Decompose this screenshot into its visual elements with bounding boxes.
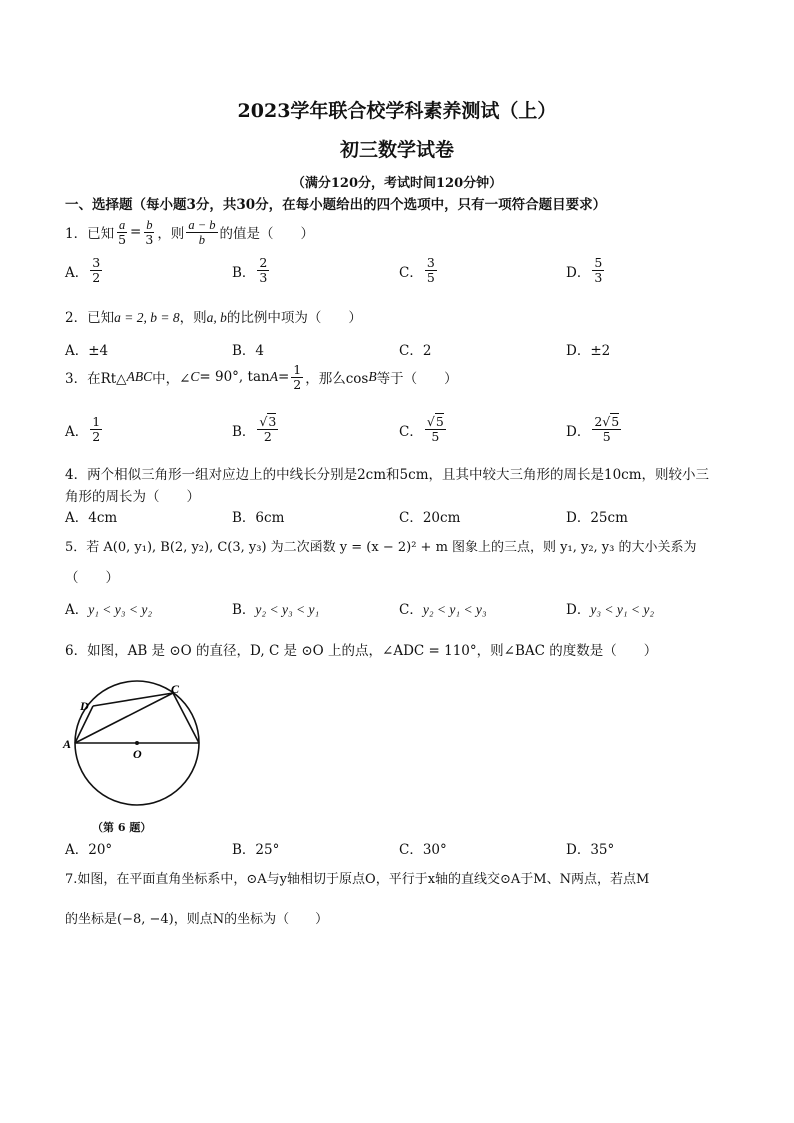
question-4: [65, 463, 709, 483]
q2-a-value: ±4: [88, 343, 109, 359]
q3-option-frac: [257, 415, 278, 444]
q2-text: 已知: [87, 310, 115, 326]
exam-title: 2023学年联合校学科素养测试（上）: [237, 100, 557, 122]
q3-eq: =: [277, 369, 290, 385]
label-c: C: [171, 682, 180, 696]
q4-a-label: A．: [65, 510, 89, 526]
q2-number: 2．: [65, 310, 88, 326]
q5-a-label: A．: [65, 602, 89, 618]
q7-number: 7.: [65, 872, 78, 887]
q2-b-value: 4: [255, 343, 265, 359]
q1-f3-den: b: [198, 232, 206, 247]
q3-mid2: = 90°, tan: [199, 369, 270, 385]
q3-frac: [291, 363, 303, 392]
q3-fd: 2: [293, 376, 302, 392]
q6-caption: （第 6 题）: [92, 821, 152, 834]
q6-d-value: 35°: [590, 842, 615, 858]
q3-fn: 1: [293, 361, 302, 377]
q2-c-value: 2: [422, 343, 432, 359]
label-d: D: [80, 699, 89, 713]
q1-prefix: 已知: [87, 226, 115, 242]
q2-b-label: B．: [232, 343, 256, 359]
q1-f2-den: 3: [145, 231, 154, 247]
q2-option-c[interactable]: [399, 339, 431, 359]
q1-frac-ab-b: [186, 218, 217, 247]
q3-option-den: 2: [263, 429, 272, 444]
question-6: [65, 639, 657, 659]
q3-option-num: 2√5: [594, 414, 620, 429]
q1-number: 1．: [65, 226, 88, 242]
q4-d-label: D．: [566, 510, 591, 526]
q1-mid: ，则: [157, 226, 185, 242]
label-a: A: [63, 737, 72, 751]
question-3: [65, 358, 458, 396]
q1-f2-num: b: [146, 217, 153, 232]
q6-number: 6．: [65, 643, 88, 659]
q6-a-value: 20°: [88, 842, 113, 858]
q3-option-d[interactable]: [566, 415, 623, 444]
q1-option-frac: [257, 256, 269, 285]
q4-option-c[interactable]: [399, 506, 460, 526]
q1-option-d[interactable]: [566, 256, 606, 285]
q2-suffix: 的比例中项为（ ）: [226, 310, 362, 326]
q1-eq: =: [130, 224, 142, 240]
q5-c-value: y₂ < y₁ < y₃: [422, 602, 487, 617]
q3-cosvar: B: [368, 369, 377, 384]
q5-line1: 若 A(0, y₁), B(2, y₂), C(3, y₃) 为二次函数 y = (x − 2)² + m 图象上的三点，则 y₁, y₂, y₃ 的大小关系为: [86, 540, 697, 555]
exam-note: （满分120分，考试时间120分钟）: [291, 176, 503, 191]
q5-d-value: y₃ < y₁ < y₂: [590, 602, 655, 617]
q1-option-c[interactable]: [399, 256, 439, 285]
q3-option-num: √3: [259, 414, 277, 429]
q4-number: 4．: [65, 467, 88, 483]
label-o: O: [133, 747, 142, 761]
q5-option-d[interactable]: [566, 598, 654, 618]
q6-option-a[interactable]: [65, 838, 112, 858]
q1-option-num: 3: [426, 255, 435, 270]
q3-suffix: 等于（ ）: [376, 371, 458, 387]
question-5: [65, 536, 697, 555]
q5-b-value: y₂ < y₃ < y₁: [255, 602, 320, 617]
q6-option-b[interactable]: [232, 838, 279, 858]
q1-option-label: B．: [232, 264, 256, 281]
q3-option-coef: 2: [594, 414, 603, 429]
q2-option-b[interactable]: [232, 339, 264, 359]
q4-a-value: 4cm: [88, 510, 118, 526]
q1-option-num: 2: [259, 255, 268, 270]
q2-d-label: D．: [566, 343, 591, 359]
q1-option-label: C．: [399, 264, 423, 281]
q4-option-d[interactable]: [566, 506, 628, 526]
q1-option-num: 5: [594, 255, 603, 270]
q1-option-frac: [592, 256, 604, 285]
question-5-cont: （ ）: [65, 570, 119, 586]
q5-b-label: B．: [232, 602, 256, 618]
q3-option-num: √5: [426, 414, 444, 429]
q2-option-a[interactable]: [65, 339, 108, 359]
q3-option-b[interactable]: [232, 415, 280, 444]
q4-d-value: 25cm: [590, 510, 628, 526]
q3-option-den: 2: [92, 429, 101, 444]
q3-option-rad: 5: [435, 414, 444, 429]
q4-c-value: 20cm: [422, 510, 461, 526]
q4-line1: 两个相似三角形一组对应边上的中线长分别是2cm和5cm，且其中较大三角形的周长是10cm，则较小三: [87, 467, 710, 483]
q2-vars: a, b: [206, 310, 227, 325]
q6-figure: [60, 676, 220, 836]
q3-option-num: 1: [92, 414, 101, 429]
q5-d-label: D．: [566, 602, 591, 618]
q3-mid1: 中，∠: [152, 371, 191, 387]
q7-line1: 如图，在平面直角坐标系中，⊙A与y轴相切于原点O，平行于x轴的直线交⊙A于M、N两点，若点M: [77, 872, 650, 887]
q2-d-value: ±2: [590, 343, 611, 359]
q1-frac-b3: [143, 218, 155, 247]
q6-c-label: C．: [399, 842, 423, 858]
q3-angle: C: [190, 369, 200, 384]
q5-c-label: C．: [399, 602, 423, 618]
q1-option-den: 2: [92, 270, 101, 285]
q1-option-b[interactable]: [232, 256, 271, 285]
q1-option-frac: [90, 256, 102, 285]
q6-c-value: 30°: [422, 842, 447, 858]
q1-option-label: D．: [566, 264, 591, 281]
q3-tri: ABC: [126, 369, 153, 384]
q2-mid: ，则: [179, 310, 207, 326]
q1-frac-a5: [116, 218, 128, 247]
q1-option-label: A．: [65, 264, 89, 281]
question-4-cont: 角形的周长为（ ）: [65, 489, 200, 505]
q1-option-num: 3: [92, 255, 101, 270]
q1-f1-den: 5: [118, 231, 127, 247]
q2-c-label: C．: [399, 343, 423, 359]
exam-subtitle: 初三数学试卷: [339, 139, 454, 161]
q6-d-label: D．: [566, 842, 591, 858]
question-1: [65, 214, 314, 250]
q6-b-label: B．: [232, 842, 256, 858]
q4-b-value: 6cm: [255, 510, 285, 526]
q5-option-a[interactable]: [65, 598, 152, 618]
q3-option-c[interactable]: [399, 415, 448, 444]
q1-f1-num: a: [118, 217, 126, 232]
q3-option-label: D．: [566, 423, 591, 440]
q3-number: 3．: [65, 371, 88, 387]
q1-option-a[interactable]: [65, 256, 104, 285]
q3-option-den: 5: [431, 429, 440, 444]
q6-option-c[interactable]: [399, 838, 447, 858]
q1-option-den: 3: [259, 270, 268, 285]
q5-option-b[interactable]: [232, 598, 319, 618]
q3-option-label: A．: [65, 423, 89, 440]
q1-option-den: 3: [594, 270, 603, 285]
center-dot: [135, 741, 139, 745]
q4-option-a[interactable]: [65, 506, 117, 526]
section-heading: 一、选择题（每小题3分，共30分，在每小题给出的四个选项中，只有一项符合题目要求）: [65, 197, 607, 213]
q3-option-den: 5: [602, 429, 611, 444]
q5-option-c[interactable]: [399, 598, 487, 618]
chord-cb: [173, 693, 199, 743]
q5-number: 5．: [65, 540, 87, 555]
q3-option-rad: 5: [611, 414, 620, 429]
q2-expr: a = 2, b = 8: [114, 310, 180, 325]
question-7-cont: 的坐标是(−8, −4)，则点N的坐标为（ ）: [65, 912, 329, 927]
question-7: [65, 868, 649, 887]
q6-a-label: A．: [65, 842, 89, 858]
q3-tanvar: A: [269, 369, 278, 384]
q3-mid3: ，那么cos: [305, 371, 369, 387]
q1-option-den: 5: [426, 270, 435, 285]
q5-a-value: y₁ < y₃ < y₂: [88, 602, 153, 617]
q1-option-frac: [425, 256, 437, 285]
q3-option-frac: [90, 415, 102, 444]
q1-suffix: 的值是（ ）: [219, 226, 314, 242]
q3-option-frac: [425, 415, 446, 444]
q4-option-b[interactable]: [232, 506, 284, 526]
q3-option-a[interactable]: [65, 415, 104, 444]
question-2: [65, 306, 362, 326]
q3-option-label: C．: [399, 423, 423, 440]
q4-c-label: C．: [399, 510, 423, 526]
q6-text: 如图，AB 是 ⊙O 的直径，D, C 是 ⊙O 上的点，∠ADC = 110°，则∠BAC 的度数是（ ）: [87, 643, 658, 659]
q3-option-label: B．: [232, 423, 256, 440]
q3-option-rad: 3: [268, 414, 277, 429]
q6-option-d[interactable]: [566, 838, 614, 858]
q3-prefix: 在Rt△: [87, 371, 127, 387]
q1-f3-num: a − b: [188, 217, 216, 232]
q2-option-d[interactable]: [566, 339, 610, 359]
q4-b-label: B．: [232, 510, 256, 526]
q6-b-value: 25°: [255, 842, 280, 858]
q2-a-label: A．: [65, 343, 89, 359]
q3-option-frac: [592, 415, 621, 444]
